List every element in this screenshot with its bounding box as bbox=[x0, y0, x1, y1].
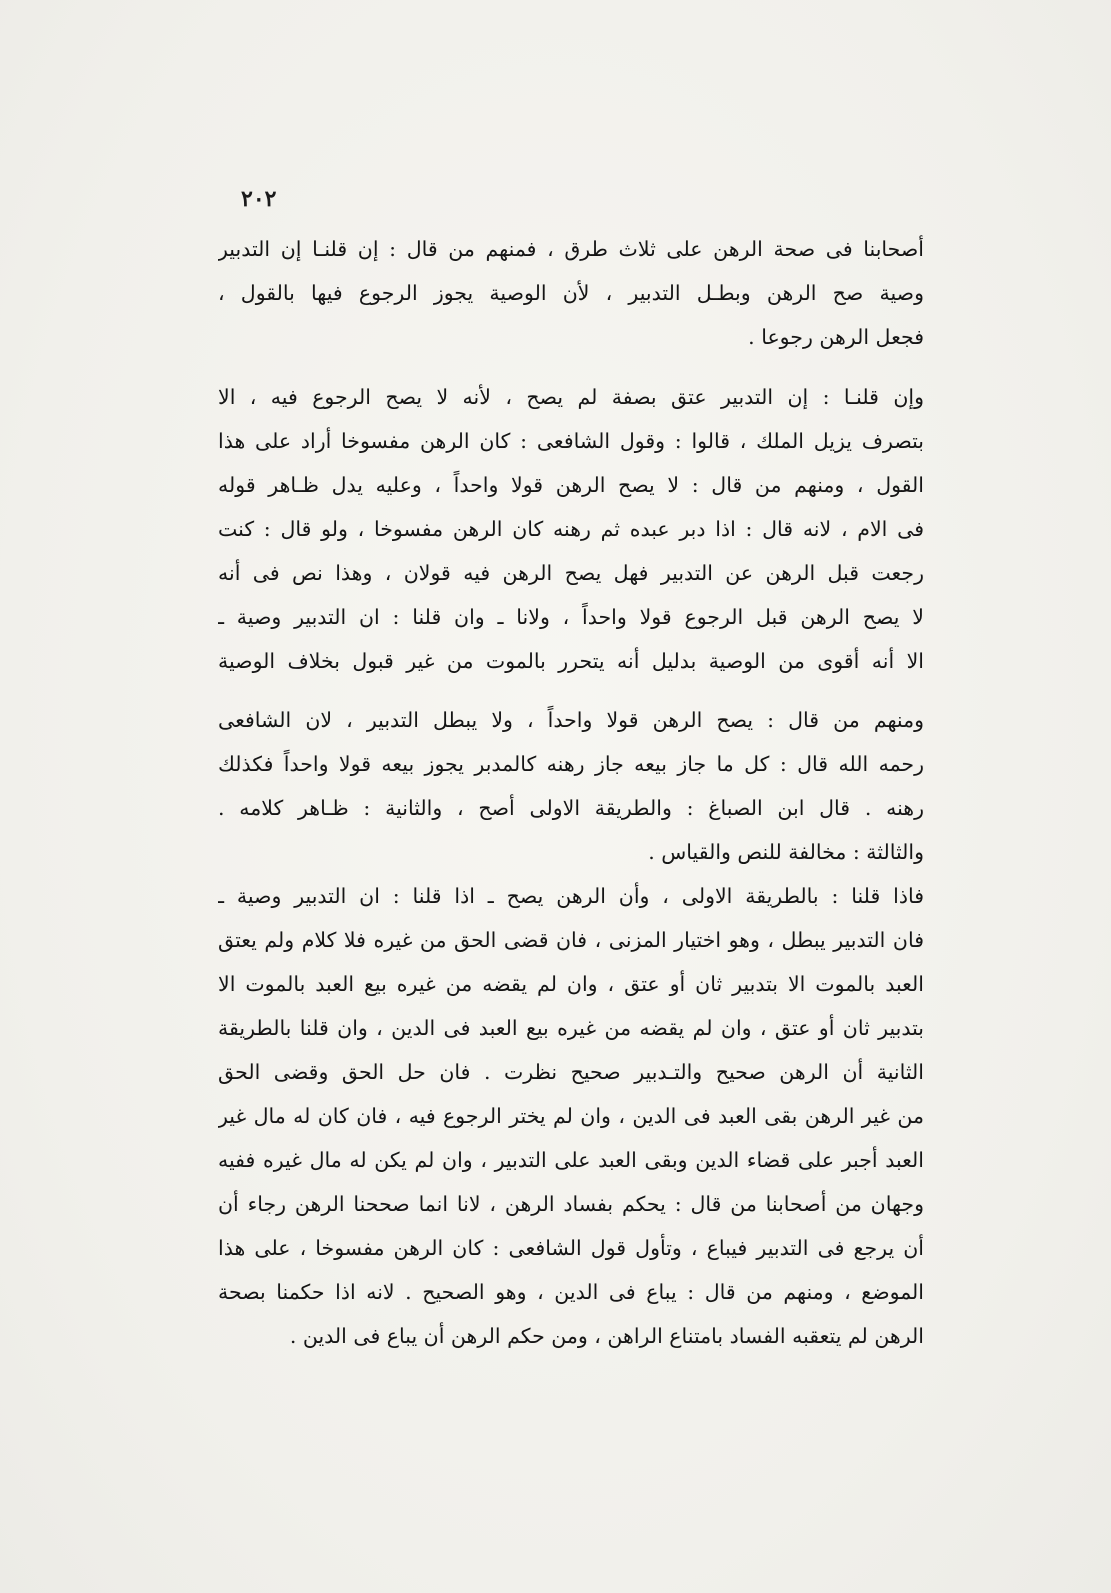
text-line: بتدبير ثان أو عتق ، وان لم يقضه من غيره بيع العبد فى الدين ، وان قلنا بالطريقة bbox=[218, 1016, 924, 1040]
text-line: لا يصح الرهن قبل الرجوع قولا واحداً ، ولانا ـ وان قلنا : ان التدبير وصية ـ bbox=[218, 605, 924, 629]
text-line: رحمه الله قال : كل ما جاز بيعه جاز رهنه كالمدبر يجوز بيعه قولا واحداً فكذلك bbox=[218, 752, 924, 776]
paragraph-3 bbox=[218, 698, 924, 874]
text-line: والثالثة : مخالفة للنص والقياس . bbox=[648, 840, 924, 864]
text-line: الا أنه أقوى من الوصية بدليل أنه يتحرر بالموت من غير قبول بخلاف الوصية bbox=[218, 649, 924, 673]
text-line: أصحابنا فى صحة الرهن على ثلاث طرق ، فمنهم من قال : إن قلنـا إن التدبير bbox=[218, 237, 924, 261]
text-line: الموضع ، ومنهم من قال : يباع فى الدين ، وهو الصحيح . لانه اذا حكمنا بصحة bbox=[218, 1280, 924, 1304]
text-line: العبد أجبر على قضاء الدين وبقى العبد على التدبير ، وان لم يكن له مال غيره ففيه bbox=[218, 1148, 924, 1172]
text-line: فاذا قلنا : بالطريقة الاولى ، وأن الرهن يصح ـ اذا قلنا : ان التدبير وصية ـ bbox=[218, 884, 924, 908]
text-line: من غير الرهن بقى العبد فى الدين ، وان لم يختر الرجوع فيه ، فان كان له مال غير bbox=[218, 1104, 924, 1128]
text-line: فان التدبير يبطل ، وهو اختيار المزنى ، فان قضى الحق من غيره فلا كلام ولم يعتق bbox=[218, 928, 924, 952]
paragraph-1 bbox=[218, 227, 924, 359]
text-line: ومنهم من قال : يصح الرهن قولا واحداً ، ولا يبطل التدبير ، لان الشافعى bbox=[218, 708, 924, 732]
text-line: أن يرجع فى التدبير فيباع ، وتأول قول الشافعى : كان الرهن مفسوخا ، على هذا bbox=[218, 1236, 924, 1260]
paragraph-2 bbox=[218, 375, 924, 683]
text-line: رجعت قبل الرهن عن التدبير فهل يصح الرهن فيه قولان ، وهذا نص فى أنه bbox=[218, 561, 924, 585]
text-line: وإن قلنـا : إن التدبير عتق بصفة لم يصح ، لأنه لا يصح الرجوع فيه ، الا bbox=[218, 385, 924, 409]
text-line: فجعل الرهن رجوعا . bbox=[748, 325, 924, 349]
text-line: فى الام ، لانه قال : اذا دبر عبده ثم رهنه كان الرهن مفسوخا ، ولو قال : كنت bbox=[218, 517, 924, 541]
paragraph-4 bbox=[218, 874, 924, 1358]
text-line: بتصرف يزيل الملك ، قالوا : وقول الشافعى : كان الرهن مفسوخا أراد على هذا bbox=[218, 429, 924, 453]
text-line: القول ، ومنهم من قال : لا يصح الرهن قولا واحداً ، وعليه يدل ظـاهر قوله bbox=[218, 473, 924, 497]
text-line: وجهان من أصحابنا من قال : يحكم بفساد الرهن ، لانا انما صححنا الرهن رجاء أن bbox=[218, 1192, 924, 1216]
text-line: الثانية أن الرهن صحيح والتـدبير صحيح نظرت . فان حل الحق وقضى الحق bbox=[218, 1060, 924, 1084]
text-line: العبد بالموت الا بتدبير ثان أو عتق ، وان لم يقضه من غيره بيع العبد بالموت الا bbox=[218, 972, 924, 996]
text-line: الرهن لم يتعقبه الفساد بامتناع الراهن ، ومن حكم الرهن أن يباع فى الدين . bbox=[289, 1324, 924, 1348]
text-line: وصية صح الرهن وبطـل التدبير ، لأن الوصية يجوز الرجوع فيها بالقول ، bbox=[218, 281, 924, 305]
page-number: ٢٠٢ bbox=[241, 186, 277, 212]
text-line: رهنه . قال ابن الصباغ : والطريقة الاولى أصح ، والثانية : ظـاهر كلامه . bbox=[218, 796, 924, 820]
